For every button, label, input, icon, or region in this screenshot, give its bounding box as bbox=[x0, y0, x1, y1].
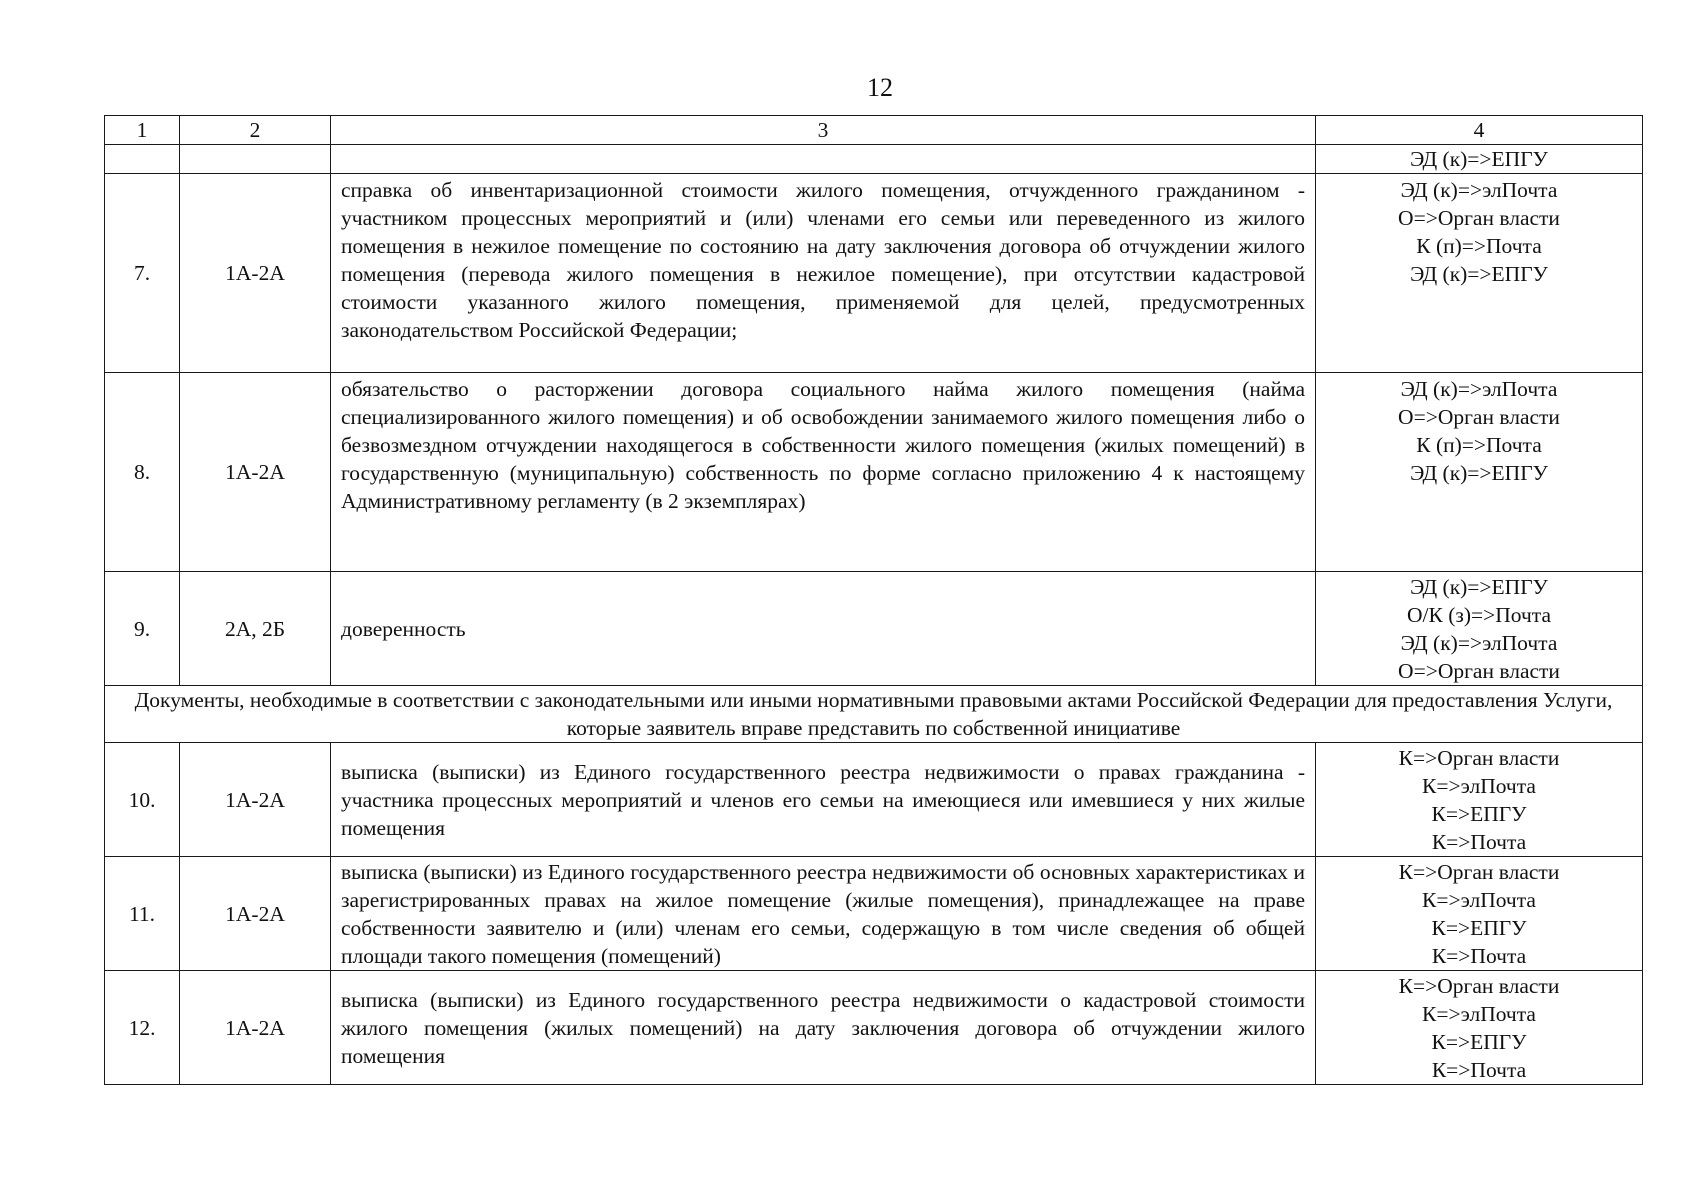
method-line: К (п)=>Почта bbox=[1416, 433, 1542, 457]
column-header-3: 3 bbox=[331, 116, 1316, 145]
table-row bbox=[105, 373, 1643, 572]
method-line: ЭД (к)=>ЕПГУ bbox=[1410, 574, 1548, 599]
table-row-continuation bbox=[105, 145, 1643, 174]
method-line: К=>элПочта bbox=[1422, 773, 1536, 798]
method-line: К=>Орган власти bbox=[1398, 859, 1560, 884]
method-line: К=>элПочта bbox=[1422, 887, 1536, 912]
table-row bbox=[105, 857, 1643, 971]
method-line: К=>ЕПГУ bbox=[1431, 1029, 1527, 1054]
submission-methods bbox=[1316, 572, 1643, 686]
row-number: 11. bbox=[105, 857, 180, 971]
section-heading-row bbox=[105, 686, 1643, 743]
method-line: К (п)=>Почта bbox=[1416, 234, 1542, 258]
table-row bbox=[105, 743, 1643, 857]
method-line: К=>Почта bbox=[1431, 943, 1527, 968]
submission-methods bbox=[1316, 373, 1643, 572]
column-header-1: 1 bbox=[105, 116, 180, 145]
document-description: обязательство о расторжении договора социального найма жилого помещения (найма специализированного жилого помещения) и об освобождении занимаемого жилого помещения либо о безвозмездном отчуждении находящегося в собственности жилого помещения (жилых помещений) в государственную (муниципальную) собственность по форме согласно приложению 4 к настоящему Административному регламенту (в 2 экземплярах) bbox=[331, 373, 1316, 572]
applicant-category: 2А, 2Б bbox=[180, 572, 331, 686]
table-row bbox=[105, 572, 1643, 686]
row-number: 9. bbox=[105, 572, 180, 686]
method-line: О=>Орган власти bbox=[1398, 206, 1560, 230]
table-row bbox=[105, 174, 1643, 373]
method-line: К=>ЕПГУ bbox=[1431, 801, 1527, 826]
row-number: 8. bbox=[105, 373, 180, 572]
applicant-category: 1А-2А bbox=[180, 971, 331, 1085]
cell-desc-empty bbox=[331, 145, 1316, 174]
column-header-2: 2 bbox=[180, 116, 331, 145]
submission-methods bbox=[1316, 174, 1643, 373]
method-line: ЭД (к)=>элПочта bbox=[1400, 377, 1558, 401]
applicant-category: 1А-2А bbox=[180, 743, 331, 857]
cell-cat-empty bbox=[180, 145, 331, 174]
row-number: 10. bbox=[105, 743, 180, 857]
method-line: ЭД (к)=>элПочта bbox=[1400, 178, 1558, 202]
submission-methods bbox=[1316, 971, 1643, 1085]
cell-num-empty bbox=[105, 145, 180, 174]
applicant-category: 1А-2А bbox=[180, 174, 331, 373]
method-line: ЭД (к)=>ЕПГУ bbox=[1410, 147, 1548, 171]
table-row bbox=[105, 971, 1643, 1085]
method-line: К=>элПочта bbox=[1422, 1001, 1536, 1026]
column-header-4: 4 bbox=[1316, 116, 1643, 145]
table-header-row bbox=[105, 116, 1643, 145]
cell-methods bbox=[1316, 145, 1643, 174]
method-line: ЭД (к)=>ЕПГУ bbox=[1410, 461, 1548, 485]
page-number: 12 bbox=[867, 73, 893, 102]
method-line: О=>Орган власти bbox=[1398, 405, 1560, 429]
document-description: выписка (выписки) из Единого государственного реестра недвижимости о правах гражданина - участника процессных мероприятий и членов его семьи на имеющиеся или имевшиеся у них жилые помещения bbox=[331, 743, 1316, 857]
submission-methods bbox=[1316, 743, 1643, 857]
row-number: 7. bbox=[105, 174, 180, 373]
submission-methods bbox=[1316, 857, 1643, 971]
row-number: 12. bbox=[105, 971, 180, 1085]
method-line: ЭД (к)=>элПочта bbox=[1400, 630, 1558, 655]
document-description: справка об инвентаризационной стоимости жилого помещения, отчужденного гражданином - участником процессных мероприятий и (или) членами его семьи или переведенного из жилого помещения в нежилое помещение по состоянию на дату заключения договора об отчуждении жилого помещения (перевода жилого помещения в нежилое помещение), при отсутствии кадастровой стоимости указанного жилого помещения, применяемой для целей, предусмотренных законодательством Российской Федерации; bbox=[331, 174, 1316, 373]
method-line: К=>Почта bbox=[1431, 1057, 1527, 1082]
document-description: доверенность bbox=[331, 572, 1316, 686]
applicant-category: 1А-2А bbox=[180, 857, 331, 971]
method-line: О=>Орган власти bbox=[1398, 658, 1560, 683]
method-line: К=>ЕПГУ bbox=[1431, 915, 1527, 940]
method-line: ЭД (к)=>ЕПГУ bbox=[1410, 262, 1548, 286]
document-description: выписка (выписки) из Единого государственного реестра недвижимости об основных характеристиках и зарегистрированных правах на жилое помещение (жилые помещения), принадлежащее на праве собственности заявителю и (или) членам его семьи, содержащую в том числе сведения об общей площади такого помещения (помещений) bbox=[331, 857, 1316, 971]
method-line: К=>Орган власти bbox=[1398, 745, 1560, 770]
applicant-category: 1А-2А bbox=[180, 373, 331, 572]
documents-table bbox=[104, 115, 1643, 1085]
method-line: К=>Почта bbox=[1431, 829, 1527, 854]
method-line: К=>Орган власти bbox=[1398, 973, 1560, 998]
method-line: О/К (з)=>Почта bbox=[1406, 602, 1551, 627]
document-description: выписка (выписки) из Единого государственного реестра недвижимости о кадастровой стоимости жилого помещения (жилых помещений) на дату заключения договора об отчуждении жилого помещения bbox=[331, 971, 1316, 1085]
section-heading: Документы, необходимые в соответствии с законодательными или иными нормативными правовыми актами Российской Федерации для предоставления Услуги, которые заявитель вправе представить по собственной инициативе bbox=[105, 686, 1643, 743]
